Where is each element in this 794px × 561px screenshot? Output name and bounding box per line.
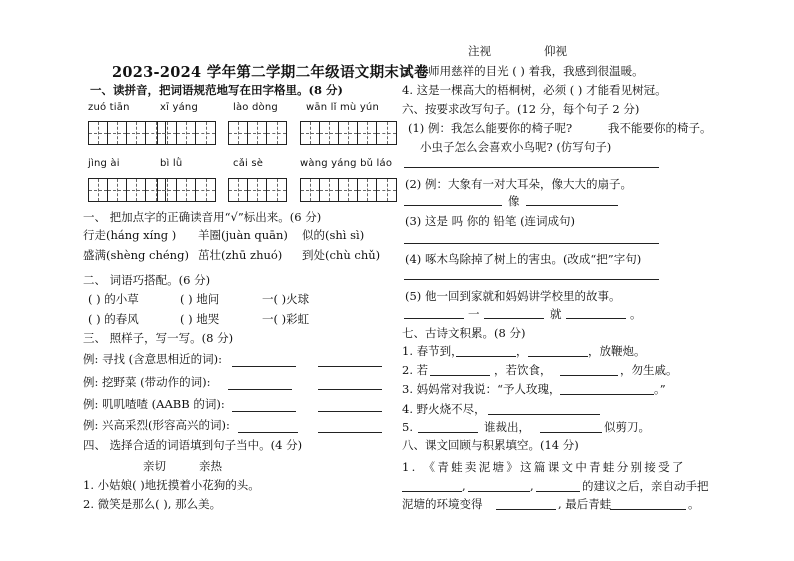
tianzige-box-3[interactable]: [228, 121, 287, 145]
rewrite-item-5: (5) 他一回到家就和妈妈讲学校里的故事。: [405, 289, 621, 303]
q1-heading: 一、读拼音，把词语规范地写在田字格里。(8 分): [90, 83, 343, 97]
q6-heading: 六、按要求改写句子。(12 分，每个句子 2 分): [402, 102, 640, 116]
pinyin-2: xī yáng: [160, 102, 199, 113]
answer-line[interactable]: [430, 375, 490, 376]
answer-line[interactable]: [610, 509, 686, 510]
word-option-3: 注视: [468, 44, 491, 58]
answer-line[interactable]: [318, 432, 382, 433]
poem-1-comma: ，: [516, 344, 528, 358]
mark-item-2[interactable]: 羊圈(juàn quān): [198, 228, 288, 242]
answer-line[interactable]: [526, 205, 618, 206]
rewrite-example-1-answer: 我不能要你的椅子。: [608, 121, 712, 135]
example-3: 例: 叽叽喳喳 (AABB 的词):: [83, 397, 225, 411]
match-item-1[interactable]: ( ) 的小草: [88, 292, 139, 306]
tianzige-box-2[interactable]: [157, 121, 216, 145]
answer-line[interactable]: [238, 432, 298, 433]
tianzige-box-1[interactable]: [88, 121, 166, 145]
rewrite-example-2: (2) 例：大象有一对大耳朵，像大大的扇子。: [405, 177, 632, 191]
poem-1-end: ，放鞭炮。: [588, 344, 646, 358]
mark-heading: 一、 把加点字的正确读音用“√”标出来。(6 分): [83, 210, 322, 224]
poem-2-start: 2. 若: [402, 363, 429, 377]
rewrite-example-1: (1) 例：我怎么能要你的椅子呢?: [408, 121, 573, 135]
word-option-1: 亲切: [143, 459, 166, 473]
poem-3-end: 。”: [654, 382, 666, 396]
fill-sentence-2[interactable]: 2. 微笑是那么( ), 那么美。: [83, 497, 222, 511]
answer-line[interactable]: [418, 432, 478, 433]
answer-line[interactable]: [318, 366, 382, 367]
poem-5-end: 似剪刀。: [604, 420, 650, 434]
mark-item-5[interactable]: 茁壮(zhū zhuó): [198, 248, 283, 262]
poem-3-start: 3. 妈妈常对我说：“予人玫瑰，: [402, 382, 561, 396]
answer-line[interactable]: [468, 491, 530, 492]
tianzige-box-4[interactable]: [300, 121, 397, 145]
pinyin-8: wàng yáng bǔ láo: [300, 158, 393, 169]
answer-line[interactable]: [404, 279, 659, 280]
answer-line[interactable]: [540, 432, 602, 433]
comma: ,: [462, 479, 466, 493]
tianzige-box-5[interactable]: [88, 178, 166, 202]
q8-heading: 八、课文回顾与积累填空。(14 分): [402, 438, 579, 452]
fill-sentence-4[interactable]: 4. 这是一棵高大的梧桐树，必须 ( ) 才能看见树冠。: [402, 83, 667, 97]
tianzige-box-8[interactable]: [300, 178, 397, 202]
tianzige-box-7[interactable]: [228, 178, 287, 202]
review-line-2-tail: 的建议之后，亲自动手把: [582, 479, 709, 493]
q3-heading: 三、 照样子，写一写。(8 分): [83, 331, 234, 345]
word-option-4: 仰视: [544, 44, 567, 58]
answer-line[interactable]: [560, 394, 654, 395]
answer-line[interactable]: [536, 491, 580, 492]
match-item-3[interactable]: 一( )火球: [262, 292, 310, 306]
answer-line[interactable]: [404, 167, 659, 168]
review-line-1: 1. 《青蛙卖泥塘》这篇课文中青蛙分别接受了: [402, 460, 686, 474]
mark-item-6[interactable]: 到处(chù chǔ): [302, 248, 381, 262]
answer-line[interactable]: [232, 366, 296, 367]
pinyin-1: zuó tiān: [88, 102, 130, 113]
poem-5-mid: 谁裁出，: [484, 420, 530, 434]
poem-2-end: ，勿生戚。: [620, 363, 678, 377]
answer-line[interactable]: [318, 389, 382, 390]
tianzige-box-6[interactable]: [157, 178, 216, 202]
exam-title: 2023-2024 学年第二学期二年级语文期末试卷: [112, 64, 429, 81]
answer-line[interactable]: [456, 356, 516, 357]
match-item-4[interactable]: ( ) 的春风: [88, 312, 139, 326]
example-1: 例: 寻找 (含意思相近的词):: [83, 352, 223, 366]
fill-sentence-1[interactable]: 1. 小姑娘( )地抚摸着小花狗的头。: [83, 478, 260, 492]
answer-line[interactable]: [228, 389, 292, 390]
answer-line[interactable]: [560, 375, 618, 376]
answer-line[interactable]: [232, 411, 296, 412]
fill-sentence-3[interactable]: 3. 老师用慈祥的目光 ( ) 着我，我感到很温暖。: [402, 64, 644, 78]
pinyin-6: bì lǜ: [160, 158, 183, 169]
q2-heading: 二、 词语巧搭配。(6 分): [83, 273, 211, 287]
like-word: 像: [508, 194, 520, 208]
poem-4-start: 4. 野火烧不尽，: [402, 402, 486, 416]
sentence-end: 。: [630, 307, 642, 321]
rewrite-item-3: (3) 这是 吗 你的 铅笔 (连词成句): [405, 214, 576, 228]
answer-line[interactable]: [404, 205, 502, 206]
poem-5-num: 5.: [402, 420, 413, 434]
pinyin-5: jìng ài: [88, 158, 120, 169]
mark-item-1[interactable]: 行走(háng xíng ): [83, 228, 177, 242]
rewrite-item-4: (4) 啄木鸟除掉了树上的害虫。(改成“把”字句): [405, 252, 642, 266]
review-line-3-end: 。: [688, 497, 700, 511]
review-line-3-mid: , 最后青蛙: [558, 497, 612, 511]
rewrite-prompt-1: 小虫子怎么会喜欢小鸟呢? (仿写句子): [420, 140, 612, 154]
yi-word: 一: [468, 307, 480, 321]
jiu-word: 就: [550, 307, 562, 321]
mark-item-3[interactable]: 似的(shì sì): [302, 228, 365, 242]
pinyin-3: lào dòng: [233, 102, 278, 113]
pinyin-4: wān lǐ mù yún: [306, 102, 380, 113]
word-option-2: 亲热: [199, 459, 222, 473]
match-item-5[interactable]: ( ) 地哭: [180, 312, 220, 326]
poem-1-start: 1. 春节到，: [402, 344, 463, 358]
answer-line[interactable]: [402, 491, 462, 492]
answer-line[interactable]: [566, 318, 626, 319]
example-2: 例: 挖野菜 (带动作的词):: [83, 375, 211, 389]
answer-line[interactable]: [488, 414, 600, 415]
example-4: 例: 兴高采烈(形容高兴的词):: [83, 418, 230, 432]
answer-line[interactable]: [496, 509, 556, 510]
answer-line[interactable]: [404, 318, 464, 319]
review-line-3-start: 泥塘的环境变得: [402, 497, 483, 511]
mark-item-4[interactable]: 盛满(shèng chéng): [83, 248, 189, 262]
comma: ,: [530, 479, 534, 493]
q4-heading: 四、 选择合适的词语填到句子当中。(4 分): [83, 438, 303, 452]
match-item-6[interactable]: 一( )彩虹: [262, 312, 310, 326]
answer-line[interactable]: [404, 243, 659, 244]
answer-line[interactable]: [318, 411, 382, 412]
poem-2-mid: ，若饮食，: [494, 363, 552, 377]
answer-line[interactable]: [484, 318, 544, 319]
match-item-2[interactable]: ( ) 地问: [180, 292, 220, 306]
pinyin-7: cǎi sè: [233, 158, 264, 169]
q7-heading: 七、古诗文积累。(8 分): [402, 326, 526, 340]
answer-line[interactable]: [528, 356, 588, 357]
